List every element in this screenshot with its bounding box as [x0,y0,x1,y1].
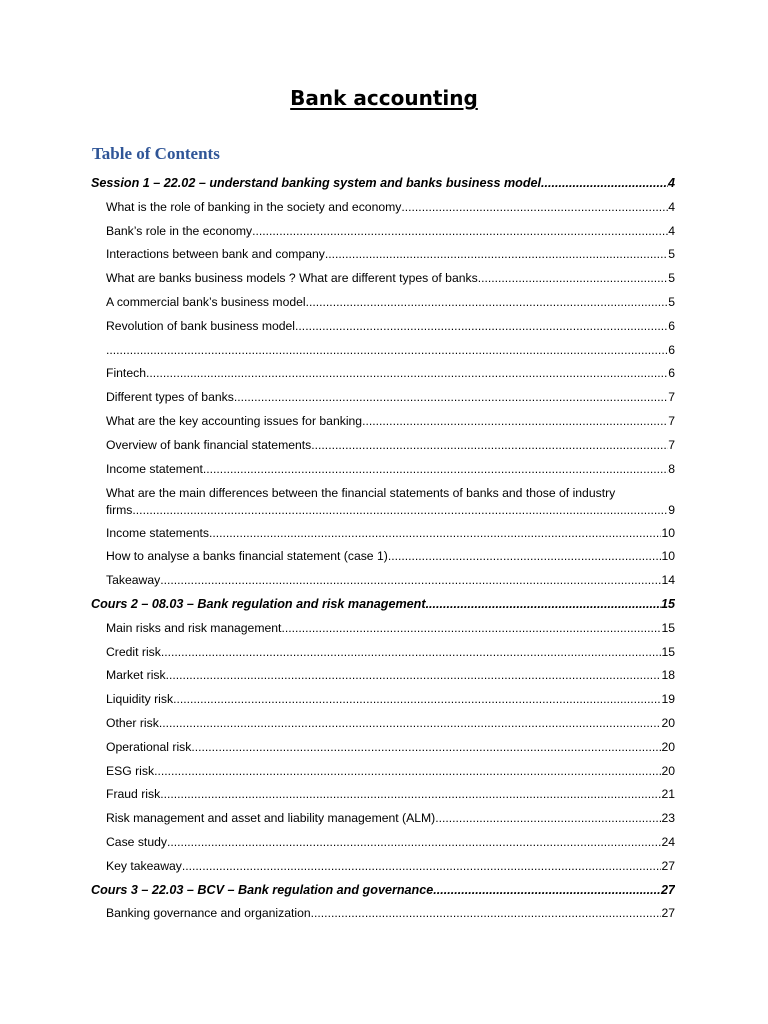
toc-entry-label: Risk management and asset and liability management (ALM) [106,811,436,826]
dot-leader [234,386,668,410]
toc-page-number: 23 [661,811,675,826]
toc-entry-label: Income statements [106,525,209,540]
toc-page-number: 27 [661,858,675,873]
toc-page-number: 6 [668,366,675,381]
dot-leader [173,688,661,712]
dot-leader [160,783,661,807]
dot-leader [306,291,669,315]
toc-entry-label: Case study [106,834,167,849]
dot-leader [541,172,668,196]
toc-page-number: 20 [661,739,675,754]
toc-page-number: 27 [661,906,675,921]
toc-entry-label: Income statement [106,461,203,476]
toc-entry-continuation [106,502,675,519]
toc-entry-label: What are banks business models ? What are different types of banks [106,271,478,286]
toc-entry[interactable] [106,458,675,482]
toc-entry[interactable] [106,220,675,244]
toc-entry-label: Liquidity risk [106,692,174,707]
dot-leader [106,339,668,363]
toc-entry-label: Bank’s role in the economy [106,223,253,238]
toc-entry-label: Cours 3 – 22.03 – BCV – Bank regulation and governance [91,882,434,897]
toc-page-number: 8 [668,461,675,476]
toc-page-number: 20 [661,763,675,778]
toc-entry[interactable] [106,291,675,315]
toc-entry[interactable] [106,386,675,410]
toc-page-number: 24 [661,834,675,849]
toc-entry[interactable] [106,617,675,641]
toc-entry-label: Fintech [106,366,146,381]
toc-entry[interactable] [106,760,675,784]
dot-leader [159,712,662,736]
dot-leader [132,502,668,519]
toc-entry-label: Different types of banks [106,390,234,405]
toc-entry[interactable] [106,545,675,569]
dot-leader [401,196,668,220]
toc-page-number: 15 [661,644,675,659]
toc-entry-label: How to analyse a banks financial statement (case 1) [106,549,388,564]
toc-page-number: 15 [661,620,675,635]
toc-entry[interactable] [106,481,675,521]
dot-leader [252,220,668,244]
toc-page-number: 6 [668,342,675,357]
toc-entry[interactable] [106,902,675,926]
toc-heading: Table of Contents [92,144,220,163]
toc-entry-label: Credit risk [106,644,161,659]
table-of-contents [0,172,768,926]
dot-leader [182,855,662,879]
toc-entry[interactable] [106,855,675,879]
toc-entry[interactable] [106,267,675,291]
toc-entry-label: Overview of bank financial statements [106,437,312,452]
dot-leader [191,736,661,760]
toc-entry-label: Key takeaway [106,858,182,873]
toc-page-number: 10 [661,525,675,540]
toc-entry-label: Fraud risk [106,787,161,802]
dot-leader [154,760,661,784]
toc-entry-label: What are the main differences between the financial statements of banks and those of industry [106,486,616,501]
toc-page-number: 4 [668,199,675,214]
toc-page-number: 9 [668,503,675,518]
dot-leader [362,410,668,434]
dot-leader [160,569,661,593]
toc-entry-label: What is the role of banking in the society and economy [106,199,402,214]
toc-entry[interactable] [106,362,675,386]
toc-entry[interactable] [106,736,675,760]
dot-leader [281,617,661,641]
toc-entry-label: Takeaway [106,573,161,588]
toc-entry-label: What are the key accounting issues for banking [106,413,363,428]
toc-page-number: 10 [661,549,675,564]
toc-entry[interactable] [106,196,675,220]
toc-section-entry[interactable] [91,172,675,196]
toc-page-number: 4 [668,223,675,238]
toc-entry-label: Operational risk [106,739,192,754]
toc-page-number: 7 [668,390,675,405]
dot-leader [311,434,668,458]
toc-entry[interactable] [106,688,675,712]
toc-page-number: 21 [661,787,675,802]
toc-section-entry[interactable] [91,593,675,617]
toc-entry-label: Revolution of bank business model [106,318,296,333]
toc-entry-label: Market risk [106,668,166,683]
toc-entry[interactable] [106,712,675,736]
dot-leader [209,522,661,546]
toc-page-number: 7 [668,437,675,452]
dot-leader [426,593,661,617]
toc-entry[interactable] [106,522,675,546]
toc-page-number: 4 [667,176,675,190]
toc-entry[interactable] [106,315,675,339]
toc-entry-label: A commercial bank’s business model [106,294,306,309]
toc-entry[interactable] [106,807,675,831]
dot-leader [435,807,661,831]
toc-page-number: 5 [668,294,675,309]
dot-leader [311,902,662,926]
document-title: Bank accounting [290,86,478,110]
dot-leader [325,243,668,267]
toc-entry[interactable] [106,569,675,593]
toc-entry[interactable] [106,831,675,855]
toc-page-number: 5 [668,271,675,286]
toc-page-number: 7 [668,413,675,428]
toc-entry-label: ESG risk [106,763,155,778]
toc-entry-label: Session 1 – 22.02 – understand banking system and banks business model [91,176,542,190]
toc-entry-label: Main risks and risk management [106,620,282,635]
toc-entry[interactable] [106,783,675,807]
toc-entry[interactable] [106,339,675,363]
toc-page-number: 5 [668,247,675,262]
dot-leader [388,545,662,569]
toc-page-number: 6 [668,318,675,333]
toc-entry[interactable] [106,641,675,665]
toc-entry-label: Cours 2 – 08.03 – Bank regulation and risk management [91,596,426,611]
toc-page-number: 20 [661,715,675,730]
toc-entry-label: Other risk [106,715,159,730]
toc-entry[interactable] [106,434,675,458]
toc-page-number: 19 [661,692,675,707]
dot-leader [161,641,662,665]
toc-entry[interactable] [106,664,675,688]
toc-entry-label-continued: firms [106,503,133,518]
dot-leader [203,458,668,482]
dot-leader [166,664,662,688]
toc-entry[interactable] [106,243,675,267]
toc-page-number: 27 [660,882,675,897]
dot-leader [433,879,661,903]
toc-page-number: 14 [661,573,675,588]
toc-page-number: 15 [660,596,675,611]
toc-entry[interactable] [106,410,675,434]
dot-leader [295,315,668,339]
toc-entry-label: Interactions between bank and company [106,247,325,262]
dot-leader [146,362,668,386]
dot-leader [478,267,669,291]
toc-entry-label: Banking governance and organization [106,906,311,921]
toc-page-number: 18 [661,668,675,683]
toc-section-entry[interactable] [91,879,675,903]
dot-leader [167,831,661,855]
